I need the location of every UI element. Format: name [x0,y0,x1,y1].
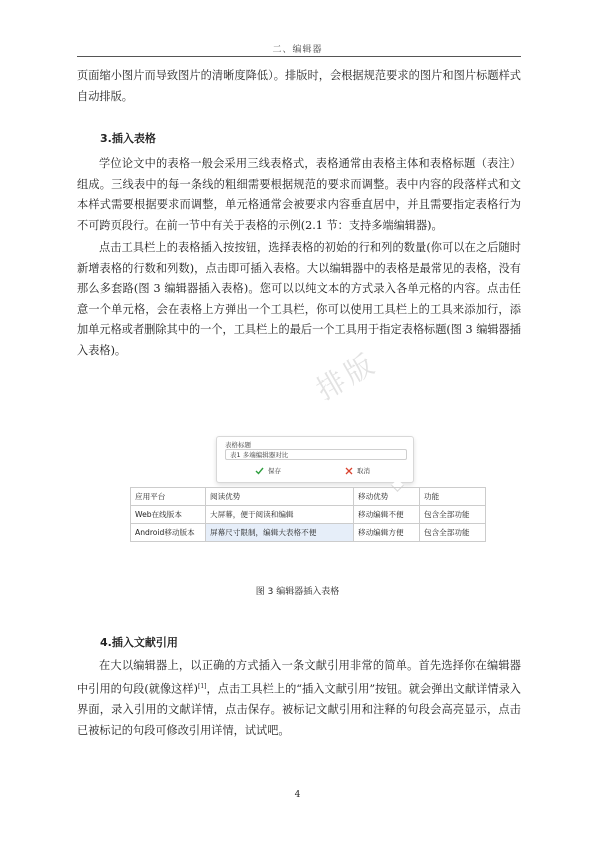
table-cell[interactable]: Web在线版本 [131,506,206,524]
table-cell[interactable]: 阅读优势 [206,488,354,506]
table-cell[interactable]: 移动优势 [354,488,420,506]
paragraph-top: 页面缩小图片而导致图片的清晰度降低）。排版时，会根据规范要求的图片和图片标题样式自动排版。 [77,69,521,103]
save-button[interactable] [255,466,281,475]
table-cell[interactable]: Android移动版本 [131,524,206,542]
table-cell[interactable]: 包含全部功能 [420,524,486,542]
figure-caption: 图 3 编辑器插入表格 [255,587,340,597]
check-icon [255,467,264,475]
table-title-popup [216,436,414,483]
cancel-label: 取消 [357,467,370,475]
popup-title: 表格标题 [225,441,251,449]
table-cell[interactable]: 应用平台 [131,488,206,506]
table-row [131,506,486,524]
watermark: 排版 [310,346,383,407]
table-cell[interactable]: 移动编辑不便 [354,506,420,524]
paragraph-section4-part1: 在大以编辑器上，以正确的方式插入一条文献引用非常的简单。首先选择你在编辑器中引用的句段(就像这样) [77,659,521,696]
running-header: 二、编辑器 [272,45,323,55]
comparison-table [130,487,486,542]
paragraph-section4 [77,656,521,741]
close-icon [345,467,353,475]
paragraph-section4-part2: ，点击工具栏上的“插入文献引用”按钮。就会弹出文献详情录入界面，录入引用的文献详情，点击保存。被标记文献引用和注释的句段会高亮显示，点击已被标记的句段可修改引用详情，试试吧。 [77,682,521,737]
editor-table-figure [130,436,492,558]
table-cell-selected[interactable]: 屏幕尺寸限制，编辑大表格不便 [206,524,354,542]
citation-marker[interactable]: [1] [197,682,207,690]
table-row [131,524,486,542]
table-cell[interactable]: 大屏幕，便于阅读和编辑 [206,506,354,524]
table-title-input[interactable]: 表1 多端编辑器对比 [225,449,407,460]
section-4-heading: 4.插入文献引用 [100,636,178,649]
section-3-heading: 3.插入表格 [100,132,156,145]
paragraph-section3-1: 学位论文中的表格一般会采用三线表格式，表格通常由表格主体和表格标题（表注）组成。三线表中的每一条线的粗细需要根据规范的要求而调整。表中内容的段落样式和文本样式需要根据要求而调整，单元格通常会被要求内容垂直居中，并且需要指定表格行为不可跨页段行。在前一节中有关于表格的示例(2.1 节：支持多端编辑器)。 [77,157,521,232]
save-label: 保存 [268,467,281,475]
paragraph-section3-2: 点击工具栏上的表格插入按按钮，选择表格的初始的行和列的数量(你可以在之后随时新增表格的行数和列数)，点击即可插入表格。大以编辑器中的表格是最常见的表格，没有那么多套路(图 3 编辑器插入表格)。您可以以纯文本的方式录入各单元格的内容。点击任意一个单元格，会在表格上方弹出一个工具栏，你可以使用工具栏上的工具来添加行，添加单元格或者删除其中的一个，工具栏上的最后一个工具用于指定表格标题(图 3 编辑器插入表格)。 [77,241,521,357]
table-row [131,488,486,506]
header-rule [77,56,521,57]
cancel-button[interactable] [345,466,370,475]
page-number: 4 [294,790,301,800]
table-cell[interactable]: 包含全部功能 [420,506,486,524]
table-cell[interactable]: 功能 [420,488,486,506]
table-cell[interactable]: 移动编辑方便 [354,524,420,542]
